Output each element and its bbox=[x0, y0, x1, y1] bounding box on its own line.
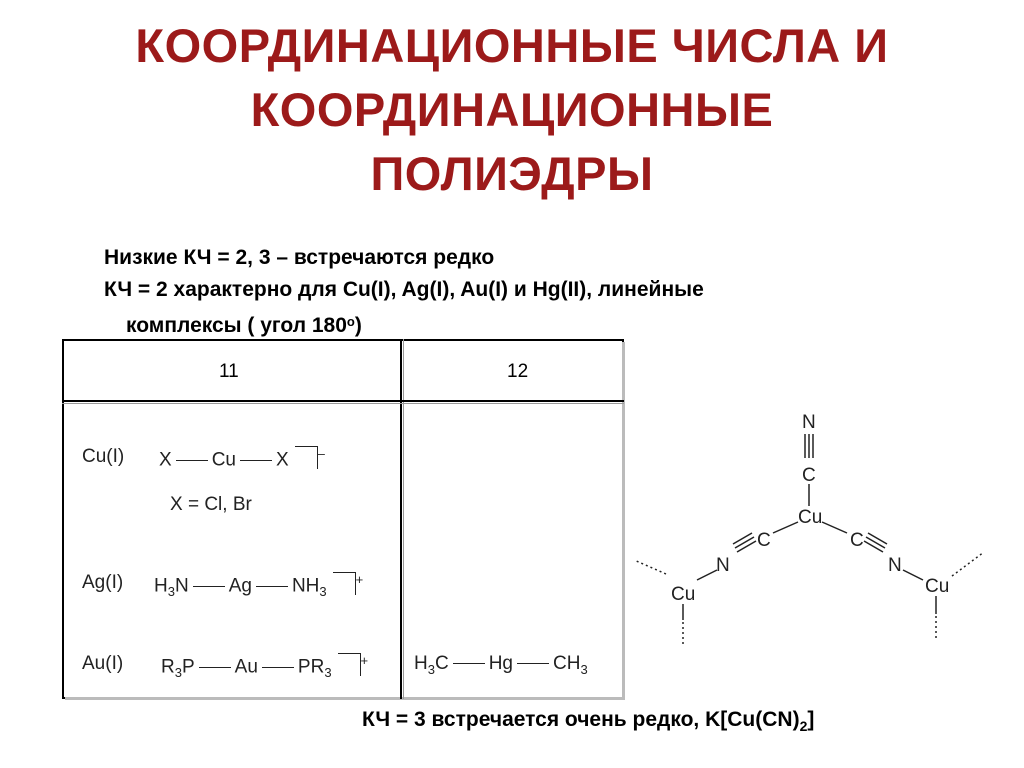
ligand-right: PR bbox=[297, 656, 325, 678]
bond-line bbox=[256, 586, 288, 587]
cu-cn-structure bbox=[626, 406, 1006, 661]
body-line-1: Низкие КЧ = 2, 3 – встречаются редко bbox=[104, 246, 495, 269]
subscript: 3 bbox=[319, 584, 327, 600]
atom-label: N bbox=[716, 555, 730, 576]
bond-line bbox=[199, 667, 231, 668]
footer-text bbox=[362, 708, 814, 734]
formula-au bbox=[161, 653, 368, 680]
ligand-left: H bbox=[414, 653, 428, 674]
column-header-12: 12 bbox=[507, 361, 529, 382]
complex-bracket bbox=[338, 653, 361, 676]
ligand-left: H bbox=[154, 575, 168, 597]
table-divider bbox=[403, 339, 404, 699]
ligand-right: X bbox=[275, 449, 289, 471]
bond-line bbox=[240, 460, 272, 461]
atom-label: C bbox=[757, 530, 771, 551]
title-line-2: КООРДИНАЦИОННЫЕ bbox=[250, 83, 774, 136]
atom-label: N bbox=[888, 555, 902, 576]
table-border bbox=[62, 339, 624, 699]
ligand-left-tail: N bbox=[174, 575, 189, 597]
bond-line bbox=[193, 586, 225, 587]
formula-ag bbox=[154, 572, 363, 599]
table-divider bbox=[400, 339, 402, 699]
complexes-table bbox=[62, 339, 624, 697]
subscript: 3 bbox=[427, 661, 435, 677]
central-atom: Au bbox=[234, 656, 258, 678]
central-atom: Cu bbox=[211, 449, 236, 471]
central-atom: Ag bbox=[228, 575, 252, 597]
footer-close: ] bbox=[807, 708, 815, 731]
ligand-left: X bbox=[159, 449, 172, 471]
bond-line bbox=[262, 667, 294, 668]
central-atom: Hg bbox=[488, 653, 513, 674]
table-divider bbox=[62, 403, 624, 404]
footer-subscript: 2 bbox=[799, 718, 808, 735]
subscript: 3 bbox=[167, 584, 175, 600]
structure-diagram bbox=[626, 406, 1006, 656]
metal-label: Cu(I) bbox=[82, 446, 125, 467]
atom-label: Cu bbox=[925, 576, 950, 597]
body-line-3 bbox=[104, 306, 704, 342]
table-divider bbox=[62, 400, 624, 402]
degree-symbol: o bbox=[346, 314, 355, 329]
ligand-right: NH bbox=[291, 575, 320, 597]
atom-label: Cu bbox=[671, 584, 696, 605]
footer-main: КЧ = 3 встречается очень редко, K[Cu(CN) bbox=[362, 708, 800, 731]
table-shadow bbox=[622, 342, 625, 698]
ligand-left: R bbox=[161, 656, 175, 678]
title-line-3: ПОЛИЭДРЫ bbox=[370, 147, 654, 200]
charge-sign: + bbox=[360, 653, 369, 668]
bond-line bbox=[517, 663, 549, 664]
atom-label: Cu bbox=[798, 507, 823, 528]
charge-sign: – bbox=[317, 446, 325, 461]
column-header-11: 11 bbox=[219, 361, 239, 382]
subscript: 3 bbox=[580, 661, 588, 677]
ligand-left-tail: C bbox=[434, 653, 449, 674]
ligand-right: CH bbox=[553, 653, 581, 674]
charge-sign: + bbox=[355, 572, 364, 587]
body-line-3-text: комплексы ( угол 180 bbox=[126, 314, 347, 337]
slide-title bbox=[0, 14, 1024, 206]
atom-label: N bbox=[802, 412, 816, 433]
x-note: X = Cl, Br bbox=[170, 494, 252, 515]
atom-label: C bbox=[802, 465, 816, 486]
complex-bracket bbox=[333, 572, 356, 595]
metal-label: Ag(I) bbox=[82, 572, 124, 593]
bond-line bbox=[453, 663, 485, 664]
formula-hg bbox=[414, 653, 588, 677]
metal-label: Au(I) bbox=[82, 653, 124, 674]
complex-bracket bbox=[295, 446, 318, 469]
atom-label: C bbox=[850, 530, 864, 551]
subscript: 3 bbox=[324, 665, 332, 681]
table-shadow bbox=[65, 697, 625, 700]
body-text bbox=[104, 242, 704, 342]
body-line-2: КЧ = 2 характерно для Cu(I), Ag(I), Au(I) и Hg(II), линейные bbox=[104, 278, 704, 301]
body-line-3-close: ) bbox=[354, 314, 362, 337]
ligand-left-tail: P bbox=[181, 656, 195, 678]
subscript: 3 bbox=[174, 665, 182, 681]
title-line-1: КООРДИНАЦИОННЫЕ ЧИСЛА И bbox=[135, 19, 889, 72]
formula-cu bbox=[159, 446, 325, 471]
bond-line bbox=[176, 460, 208, 461]
